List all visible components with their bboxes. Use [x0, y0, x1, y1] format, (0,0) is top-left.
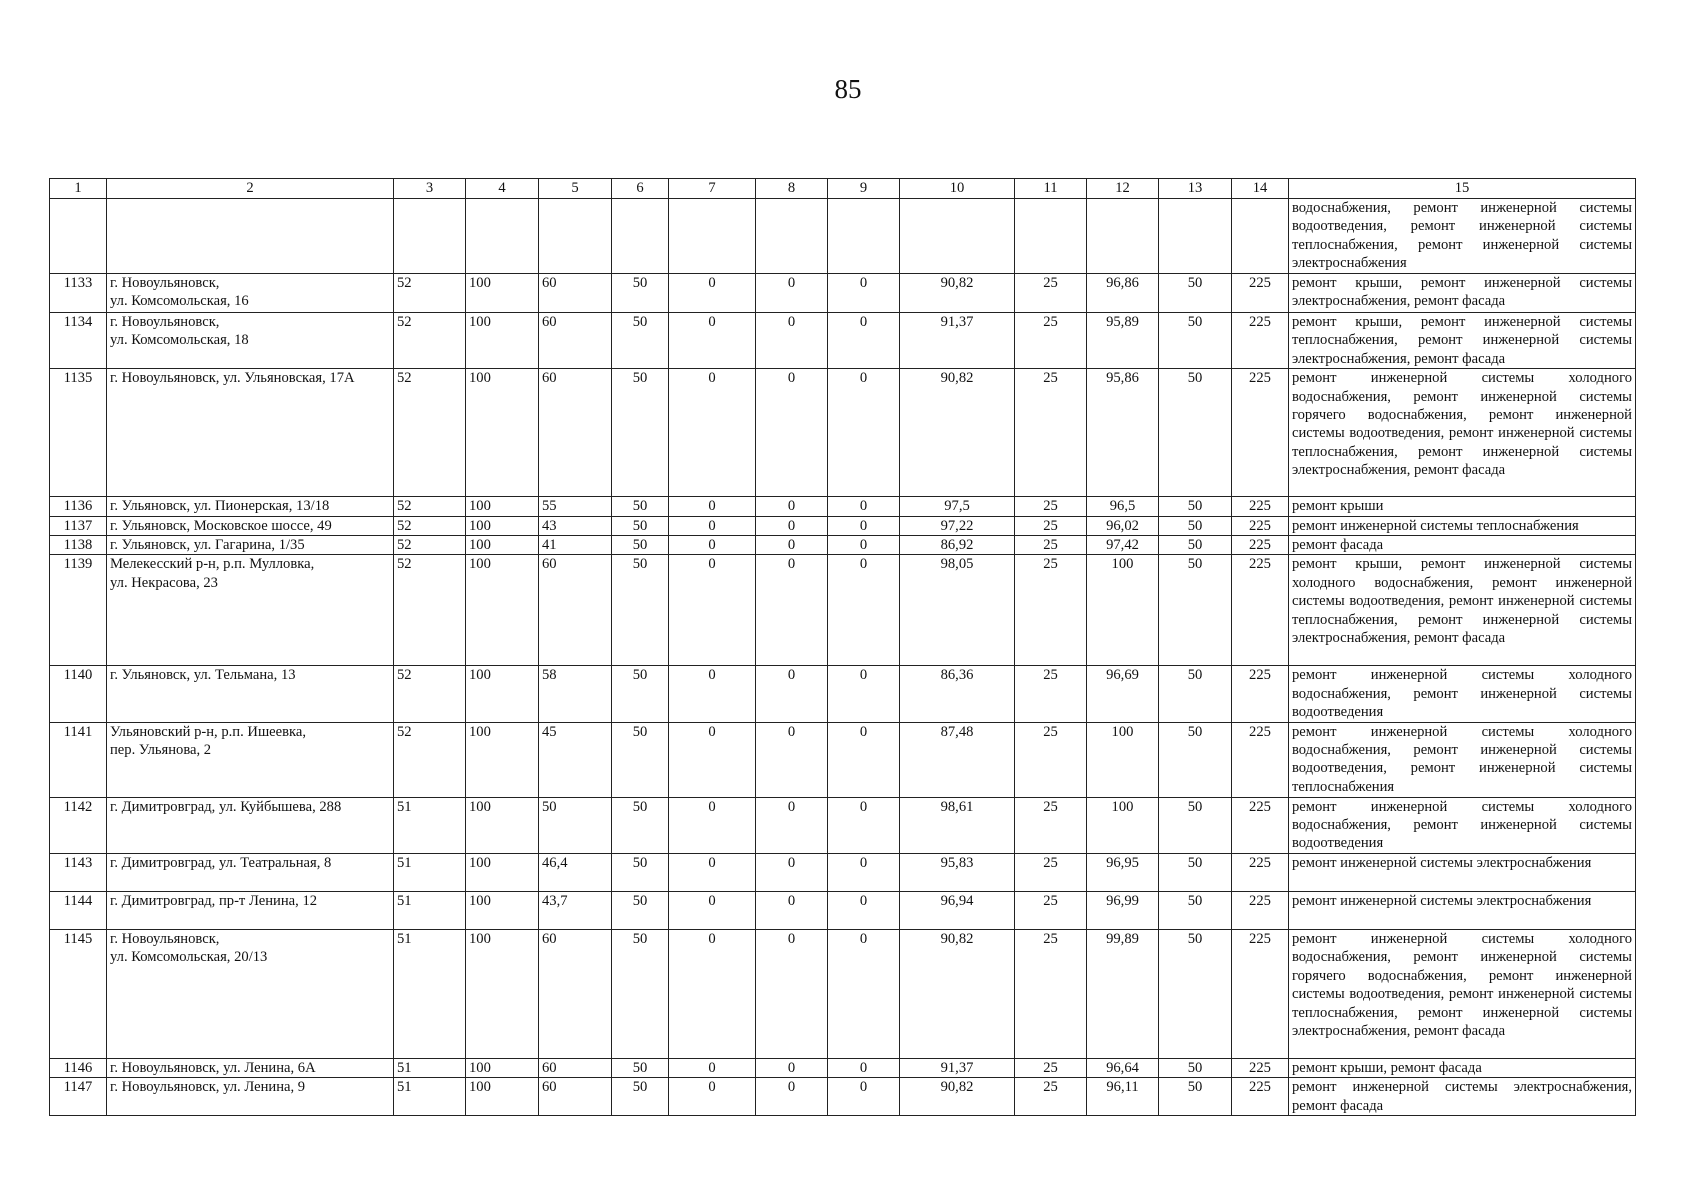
address-cell: Ульяновский р-н, р.п. Ишеевка, пер. Ульянова, 2 [107, 722, 394, 797]
value-cell: 0 [669, 853, 756, 891]
value-cell: 0 [669, 1078, 756, 1116]
value-cell: 0 [828, 853, 900, 891]
value-cell: 50 [1159, 516, 1232, 535]
value-cell: 90,82 [900, 369, 1015, 497]
value-cell: 50 [612, 1058, 669, 1077]
value-cell: 90,82 [900, 1078, 1015, 1116]
value-cell: 0 [756, 274, 828, 313]
value-cell: 225 [1232, 1058, 1289, 1077]
value-cell: 225 [1232, 891, 1289, 929]
row-number-cell: 1136 [50, 497, 107, 516]
value-cell: 0 [669, 797, 756, 853]
value-cell: 0 [756, 516, 828, 535]
value-cell: 100 [1087, 797, 1159, 853]
value-cell: 0 [669, 891, 756, 929]
value-cell: 225 [1232, 797, 1289, 853]
table-row [50, 666, 1636, 722]
value-cell: 25 [1015, 497, 1087, 516]
value-cell: 25 [1015, 274, 1087, 313]
value-cell: 100 [466, 536, 539, 555]
value-cell: 90,82 [900, 929, 1015, 1058]
value-cell: 50 [1159, 722, 1232, 797]
table-row [50, 313, 1636, 369]
value-cell: 50 [612, 853, 669, 891]
value-cell [1087, 199, 1159, 274]
value-cell: 97,22 [900, 516, 1015, 535]
column-header: 11 [1015, 179, 1087, 199]
value-cell: 0 [756, 555, 828, 666]
value-cell: 60 [539, 555, 612, 666]
value-cell: 100 [466, 666, 539, 722]
value-cell: 51 [394, 797, 466, 853]
value-cell: 25 [1015, 555, 1087, 666]
value-cell: 52 [394, 497, 466, 516]
value-cell: 100 [466, 929, 539, 1058]
value-cell: 43 [539, 516, 612, 535]
address-cell: г. Новоульяновск, ул. Ульяновская, 17А [107, 369, 394, 497]
value-cell: 0 [828, 722, 900, 797]
value-cell: 25 [1015, 891, 1087, 929]
value-cell: 50 [1159, 274, 1232, 313]
row-number-cell: 1147 [50, 1078, 107, 1116]
value-cell: 0 [756, 929, 828, 1058]
value-cell: 25 [1015, 722, 1087, 797]
value-cell: 0 [756, 369, 828, 497]
value-cell: 100 [1087, 722, 1159, 797]
value-cell: 60 [539, 1078, 612, 1116]
value-cell: 50 [1159, 497, 1232, 516]
value-cell: 96,99 [1087, 891, 1159, 929]
column-header: 1 [50, 179, 107, 199]
row-number-cell: 1134 [50, 313, 107, 369]
value-cell [612, 199, 669, 274]
value-cell: 0 [756, 497, 828, 516]
value-cell: 100 [466, 555, 539, 666]
row-number-cell: 1138 [50, 536, 107, 555]
address-cell: г. Новоульяновск, ул. Комсомольская, 20/13 [107, 929, 394, 1058]
value-cell: 225 [1232, 369, 1289, 497]
repair-works-cell: ремонт крыши [1289, 497, 1636, 516]
value-cell: 50 [1159, 555, 1232, 666]
value-cell: 100 [466, 1058, 539, 1077]
value-cell: 225 [1232, 536, 1289, 555]
value-cell [900, 199, 1015, 274]
address-cell: г. Новоульяновск, ул. Ленина, 6А [107, 1058, 394, 1077]
address-cell: г. Димитровград, ул. Куйбышева, 288 [107, 797, 394, 853]
value-cell: 51 [394, 1078, 466, 1116]
value-cell: 0 [828, 536, 900, 555]
value-cell: 91,37 [900, 1058, 1015, 1077]
value-cell: 97,5 [900, 497, 1015, 516]
value-cell [539, 199, 612, 274]
value-cell: 52 [394, 516, 466, 535]
value-cell: 96,86 [1087, 274, 1159, 313]
value-cell: 95,86 [1087, 369, 1159, 497]
value-cell: 0 [828, 369, 900, 497]
value-cell: 25 [1015, 369, 1087, 497]
value-cell: 0 [828, 274, 900, 313]
value-cell: 50 [1159, 891, 1232, 929]
address-cell: Мелекесский р-н, р.п. Мулловка, ул. Некрасова, 23 [107, 555, 394, 666]
table-row [50, 891, 1636, 929]
value-cell: 225 [1232, 516, 1289, 535]
value-cell: 0 [828, 313, 900, 369]
value-cell: 50 [612, 797, 669, 853]
value-cell: 100 [466, 853, 539, 891]
row-number-cell: 1133 [50, 274, 107, 313]
value-cell: 58 [539, 666, 612, 722]
value-cell: 50 [612, 313, 669, 369]
repair-works-cell: водоснабжения, ремонт инженерной системы водоотведения, ремонт инженерной системы теплоснабжения, ремонт инженерной системы электроснабжения [1289, 199, 1636, 274]
repair-works-cell: ремонт инженерной системы холодного водоснабжения, ремонт инженерной системы горячего водоснабжения, ремонт инженерной системы водоотведения, ремонт инженерной системы теплоснабжения, ремонт инженерной системы электроснабжения, ремонт фасада [1289, 369, 1636, 497]
column-header: 13 [1159, 179, 1232, 199]
value-cell: 0 [669, 536, 756, 555]
value-cell: 25 [1015, 516, 1087, 535]
value-cell: 0 [669, 516, 756, 535]
table-row [50, 797, 1636, 853]
value-cell: 0 [828, 929, 900, 1058]
value-cell: 25 [1015, 929, 1087, 1058]
row-number-cell: 1141 [50, 722, 107, 797]
value-cell: 55 [539, 497, 612, 516]
value-cell: 46,4 [539, 853, 612, 891]
value-cell: 50 [612, 929, 669, 1058]
value-cell: 51 [394, 929, 466, 1058]
value-cell: 0 [756, 1078, 828, 1116]
column-header: 12 [1087, 179, 1159, 199]
value-cell: 100 [466, 313, 539, 369]
address-cell: г. Новоульяновск, ул. Комсомольская, 18 [107, 313, 394, 369]
address-cell: г. Ульяновск, ул. Пионерская, 13/18 [107, 497, 394, 516]
value-cell: 25 [1015, 853, 1087, 891]
value-cell: 0 [828, 1058, 900, 1077]
value-cell: 96,94 [900, 891, 1015, 929]
row-number-cell: 1135 [50, 369, 107, 497]
address-cell: г. Димитровград, ул. Театральная, 8 [107, 853, 394, 891]
table-row [50, 555, 1636, 666]
value-cell: 0 [828, 497, 900, 516]
table-row [50, 274, 1636, 313]
value-cell: 100 [466, 797, 539, 853]
value-cell: 50 [612, 722, 669, 797]
value-cell: 99,89 [1087, 929, 1159, 1058]
value-cell: 0 [756, 536, 828, 555]
value-cell: 50 [1159, 313, 1232, 369]
value-cell: 52 [394, 369, 466, 497]
table-row [50, 199, 1636, 274]
value-cell [756, 199, 828, 274]
repair-works-cell: ремонт инженерной системы холодного водоснабжения, ремонт инженерной системы водоотведения [1289, 666, 1636, 722]
value-cell: 0 [756, 666, 828, 722]
column-number-row [50, 179, 1636, 199]
value-cell: 50 [612, 497, 669, 516]
repair-works-cell: ремонт крыши, ремонт инженерной системы теплоснабжения, ремонт инженерной системы электроснабжения, ремонт фасада [1289, 313, 1636, 369]
value-cell: 225 [1232, 722, 1289, 797]
value-cell: 100 [466, 369, 539, 497]
value-cell: 0 [669, 274, 756, 313]
address-cell [107, 199, 394, 274]
repair-works-cell: ремонт инженерной системы холодного водоснабжения, ремонт инженерной системы водоотведения [1289, 797, 1636, 853]
value-cell: 0 [756, 313, 828, 369]
repair-works-cell: ремонт крыши, ремонт инженерной системы электроснабжения, ремонт фасада [1289, 274, 1636, 313]
value-cell: 25 [1015, 797, 1087, 853]
value-cell: 0 [828, 666, 900, 722]
value-cell: 96,5 [1087, 497, 1159, 516]
value-cell: 225 [1232, 313, 1289, 369]
table-row [50, 516, 1636, 535]
value-cell: 52 [394, 313, 466, 369]
column-header: 8 [756, 179, 828, 199]
value-cell: 0 [669, 369, 756, 497]
value-cell: 50 [612, 369, 669, 497]
value-cell: 60 [539, 313, 612, 369]
value-cell: 50 [1159, 1058, 1232, 1077]
value-cell: 52 [394, 666, 466, 722]
row-number-cell: 1139 [50, 555, 107, 666]
row-number-cell: 1146 [50, 1058, 107, 1077]
table-row [50, 497, 1636, 516]
table-row [50, 1058, 1636, 1077]
value-cell: 52 [394, 274, 466, 313]
value-cell [1232, 199, 1289, 274]
value-cell: 0 [756, 853, 828, 891]
value-cell: 45 [539, 722, 612, 797]
value-cell: 96,64 [1087, 1058, 1159, 1077]
column-header: 14 [1232, 179, 1289, 199]
value-cell: 0 [828, 1078, 900, 1116]
value-cell: 50 [1159, 929, 1232, 1058]
value-cell: 50 [612, 516, 669, 535]
row-number-cell: 1145 [50, 929, 107, 1058]
column-header: 7 [669, 179, 756, 199]
value-cell: 0 [756, 722, 828, 797]
value-cell: 0 [669, 555, 756, 666]
page-number: 85 [834, 74, 862, 104]
address-cell: г. Новоульяновск, ул. Ленина, 9 [107, 1078, 394, 1116]
value-cell [466, 199, 539, 274]
repair-works-cell: ремонт фасада [1289, 536, 1636, 555]
value-cell: 96,02 [1087, 516, 1159, 535]
value-cell: 95,89 [1087, 313, 1159, 369]
repair-works-cell: ремонт инженерной системы теплоснабжения [1289, 516, 1636, 535]
value-cell: 60 [539, 369, 612, 497]
value-cell: 225 [1232, 497, 1289, 516]
value-cell: 96,11 [1087, 1078, 1159, 1116]
value-cell: 96,69 [1087, 666, 1159, 722]
value-cell: 0 [828, 555, 900, 666]
value-cell: 50 [1159, 1078, 1232, 1116]
value-cell: 50 [612, 536, 669, 555]
value-cell: 52 [394, 555, 466, 666]
value-cell: 98,61 [900, 797, 1015, 853]
value-cell: 0 [828, 891, 900, 929]
column-header: 15 [1289, 179, 1636, 199]
value-cell: 96,95 [1087, 853, 1159, 891]
value-cell: 98,05 [900, 555, 1015, 666]
table-row [50, 536, 1636, 555]
column-header: 6 [612, 179, 669, 199]
value-cell: 0 [756, 797, 828, 853]
repair-works-cell: ремонт инженерной системы холодного водоснабжения, ремонт инженерной системы горячего водоснабжения, ремонт инженерной системы водоотведения, ремонт инженерной системы теплоснабжения, ремонт инженерной системы электроснабжения, ремонт фасада [1289, 929, 1636, 1058]
value-cell: 43,7 [539, 891, 612, 929]
value-cell: 0 [669, 666, 756, 722]
value-cell: 0 [669, 929, 756, 1058]
value-cell: 0 [828, 516, 900, 535]
value-cell: 0 [828, 797, 900, 853]
address-cell: г. Димитровград, пр-т Ленина, 12 [107, 891, 394, 929]
value-cell: 86,36 [900, 666, 1015, 722]
value-cell: 25 [1015, 536, 1087, 555]
value-cell: 51 [394, 891, 466, 929]
column-header: 2 [107, 179, 394, 199]
table-row [50, 929, 1636, 1058]
column-header: 3 [394, 179, 466, 199]
value-cell: 50 [612, 891, 669, 929]
value-cell: 100 [1087, 555, 1159, 666]
value-cell: 41 [539, 536, 612, 555]
row-number-cell: 1142 [50, 797, 107, 853]
value-cell [669, 199, 756, 274]
table-row [50, 722, 1636, 797]
value-cell [828, 199, 900, 274]
value-cell: 100 [466, 497, 539, 516]
repair-works-cell: ремонт инженерной системы электроснабжения [1289, 891, 1636, 929]
value-cell: 50 [612, 666, 669, 722]
column-header: 9 [828, 179, 900, 199]
value-cell: 60 [539, 1058, 612, 1077]
value-cell: 91,37 [900, 313, 1015, 369]
address-cell: г. Ульяновск, Московское шоссе, 49 [107, 516, 394, 535]
value-cell: 100 [466, 722, 539, 797]
value-cell: 50 [1159, 536, 1232, 555]
row-number-cell: 1143 [50, 853, 107, 891]
value-cell: 25 [1015, 666, 1087, 722]
value-cell: 225 [1232, 274, 1289, 313]
repair-program-table [49, 178, 1636, 1116]
value-cell: 0 [756, 1058, 828, 1077]
value-cell [1159, 199, 1232, 274]
value-cell: 60 [539, 274, 612, 313]
row-number-cell: 1144 [50, 891, 107, 929]
value-cell: 0 [756, 891, 828, 929]
value-cell: 0 [669, 722, 756, 797]
value-cell: 86,92 [900, 536, 1015, 555]
value-cell: 51 [394, 853, 466, 891]
value-cell: 100 [466, 516, 539, 535]
table-row [50, 853, 1636, 891]
value-cell: 225 [1232, 555, 1289, 666]
column-header: 4 [466, 179, 539, 199]
repair-works-cell: ремонт инженерной системы электроснабжения, ремонт фасада [1289, 1078, 1636, 1116]
value-cell: 100 [466, 891, 539, 929]
address-cell: г. Ульяновск, ул. Гагарина, 1/35 [107, 536, 394, 555]
value-cell: 225 [1232, 929, 1289, 1058]
row-number-cell [50, 199, 107, 274]
value-cell: 50 [539, 797, 612, 853]
value-cell: 90,82 [900, 274, 1015, 313]
value-cell: 50 [1159, 666, 1232, 722]
value-cell: 0 [669, 1058, 756, 1077]
repair-works-cell: ремонт крыши, ремонт инженерной системы холодного водоснабжения, ремонт инженерной системы водоотведения, ремонт инженерной системы теплоснабжения, ремонт инженерной системы электроснабжения, ремонт фасада [1289, 555, 1636, 666]
repair-works-cell: ремонт инженерной системы электроснабжения [1289, 853, 1636, 891]
value-cell: 87,48 [900, 722, 1015, 797]
value-cell: 97,42 [1087, 536, 1159, 555]
value-cell: 100 [466, 1078, 539, 1116]
value-cell: 100 [466, 274, 539, 313]
value-cell: 50 [1159, 797, 1232, 853]
row-number-cell: 1137 [50, 516, 107, 535]
row-number-cell: 1140 [50, 666, 107, 722]
value-cell: 25 [1015, 1058, 1087, 1077]
value-cell [1015, 199, 1087, 274]
value-cell: 25 [1015, 1078, 1087, 1116]
value-cell: 50 [612, 555, 669, 666]
value-cell: 25 [1015, 313, 1087, 369]
address-cell: г. Ульяновск, ул. Тельмана, 13 [107, 666, 394, 722]
value-cell: 50 [1159, 853, 1232, 891]
column-header: 5 [539, 179, 612, 199]
column-header: 10 [900, 179, 1015, 199]
value-cell: 52 [394, 536, 466, 555]
repair-works-cell: ремонт крыши, ремонт фасада [1289, 1058, 1636, 1077]
address-cell: г. Новоульяновск, ул. Комсомольская, 16 [107, 274, 394, 313]
value-cell: 50 [612, 274, 669, 313]
value-cell: 60 [539, 929, 612, 1058]
value-cell: 225 [1232, 666, 1289, 722]
value-cell: 50 [1159, 369, 1232, 497]
value-cell: 50 [612, 1078, 669, 1116]
table-row [50, 369, 1636, 497]
value-cell: 225 [1232, 1078, 1289, 1116]
value-cell: 225 [1232, 853, 1289, 891]
repair-works-cell: ремонт инженерной системы холодного водоснабжения, ремонт инженерной системы водоотведения, ремонт инженерной системы теплоснабжения [1289, 722, 1636, 797]
value-cell: 0 [669, 313, 756, 369]
value-cell: 0 [669, 497, 756, 516]
value-cell [394, 199, 466, 274]
value-cell: 52 [394, 722, 466, 797]
table-row [50, 1078, 1636, 1116]
value-cell: 51 [394, 1058, 466, 1077]
value-cell: 95,83 [900, 853, 1015, 891]
